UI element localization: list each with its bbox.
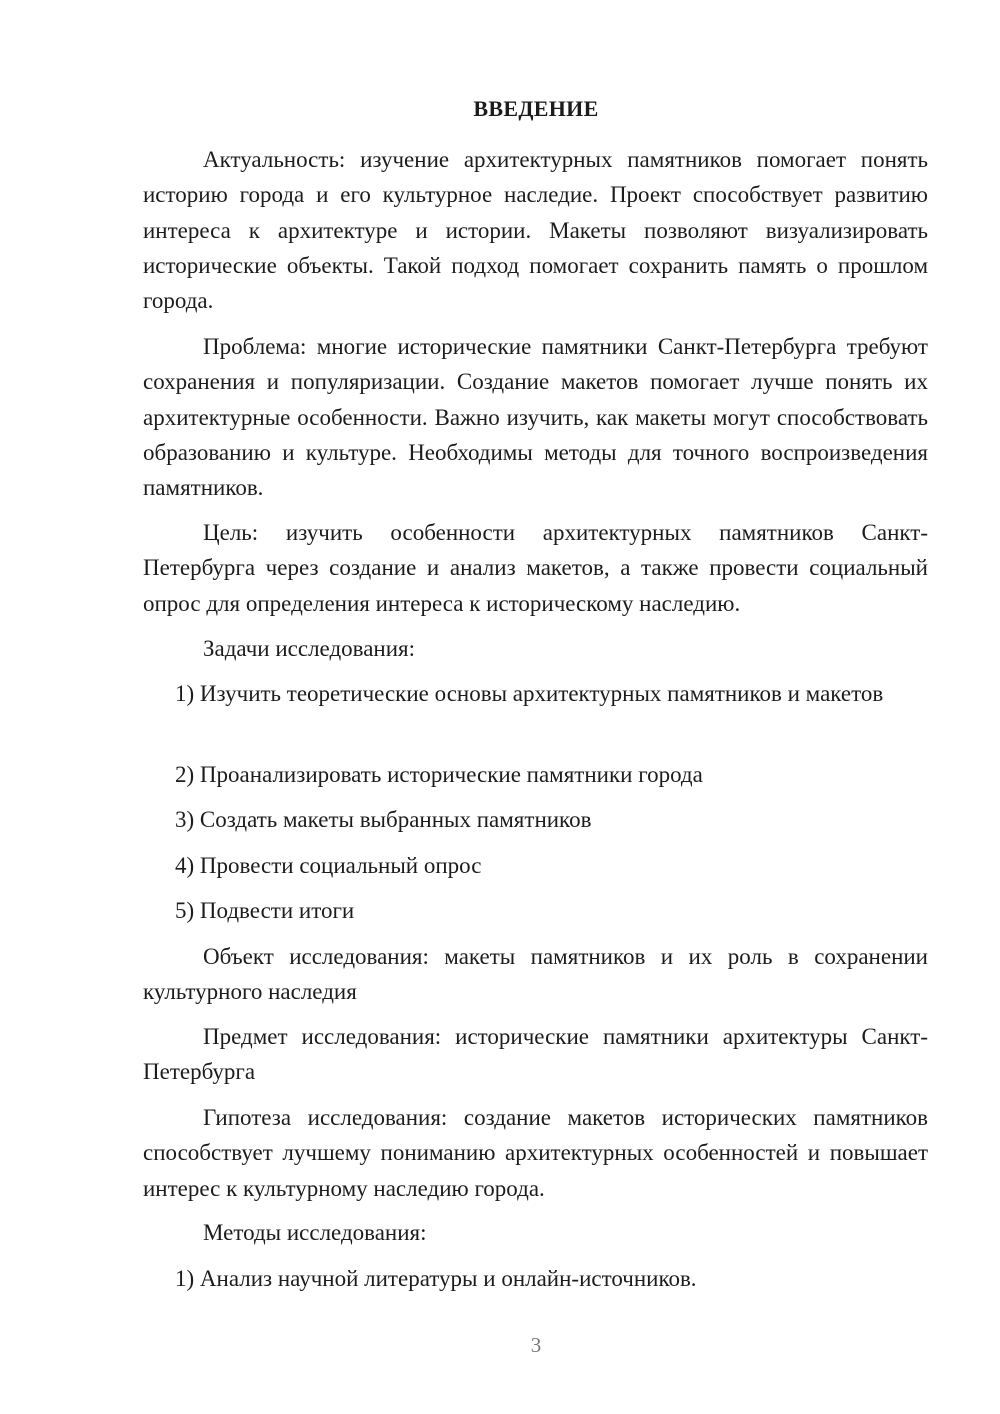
method-item-1: 1) Анализ научной литературы и онлайн-источников.	[175, 1266, 697, 1291]
paragraph-hypothesis: Гипотеза исследования: создание макетов исторических памятников способствует лучшему пониманию архитектурных особенностей и повышает интерес к культурному наследию города.	[143, 1105, 928, 1201]
paragraph-object: Объект исследования: макеты памятников и их роль в сохранении культурного наследия	[143, 944, 928, 1005]
section-title: ВВЕДЕНИЕ	[473, 96, 599, 121]
task-item-2: 2) Проанализировать исторические памятники города	[175, 762, 703, 787]
tasks-heading: Задачи исследования:	[203, 636, 416, 661]
paragraph-relevance: Актуальность: изучение архитектурных памятников помогает понять историю города и его культурное наследие. Проект способствует развитию интереса к архитектуре и истории. Макеты позволяют визуализировать исторические объекты. Такой подход помогает сохранить память о прошлом города.	[143, 147, 928, 314]
paragraph-problem: Проблема: многие исторические памятники Санкт-Петербурга требуют сохранения и популяризации. Создание макетов помогает лучше понять их архитектурные особенности. Важно изучить, как макеты могут способствовать образованию и культуре. Необходимы методы для точного воспроизведения памятников.	[143, 334, 928, 501]
paragraph-goal: Цель: изучить особенности архитектурных памятников Санкт-Петербурга через создание и анализ макетов, а также провести социальный опрос для определения интереса к историческому наследию.	[143, 520, 928, 616]
task-item-5: 5) Подвести итоги	[175, 898, 355, 923]
page-number: 3	[530, 1333, 542, 1357]
task-item-4: 4) Провести социальный опрос	[175, 853, 482, 878]
methods-heading: Методы исследования:	[203, 1220, 427, 1245]
task-item-1: 1) Изучить теоретические основы архитектурных памятников и макетов	[175, 681, 884, 706]
paragraph-subject: Предмет исследования: исторические памятники архитектуры Санкт-Петербурга	[143, 1024, 928, 1085]
task-item-3: 3) Создать макеты выбранных памятников	[175, 807, 592, 832]
